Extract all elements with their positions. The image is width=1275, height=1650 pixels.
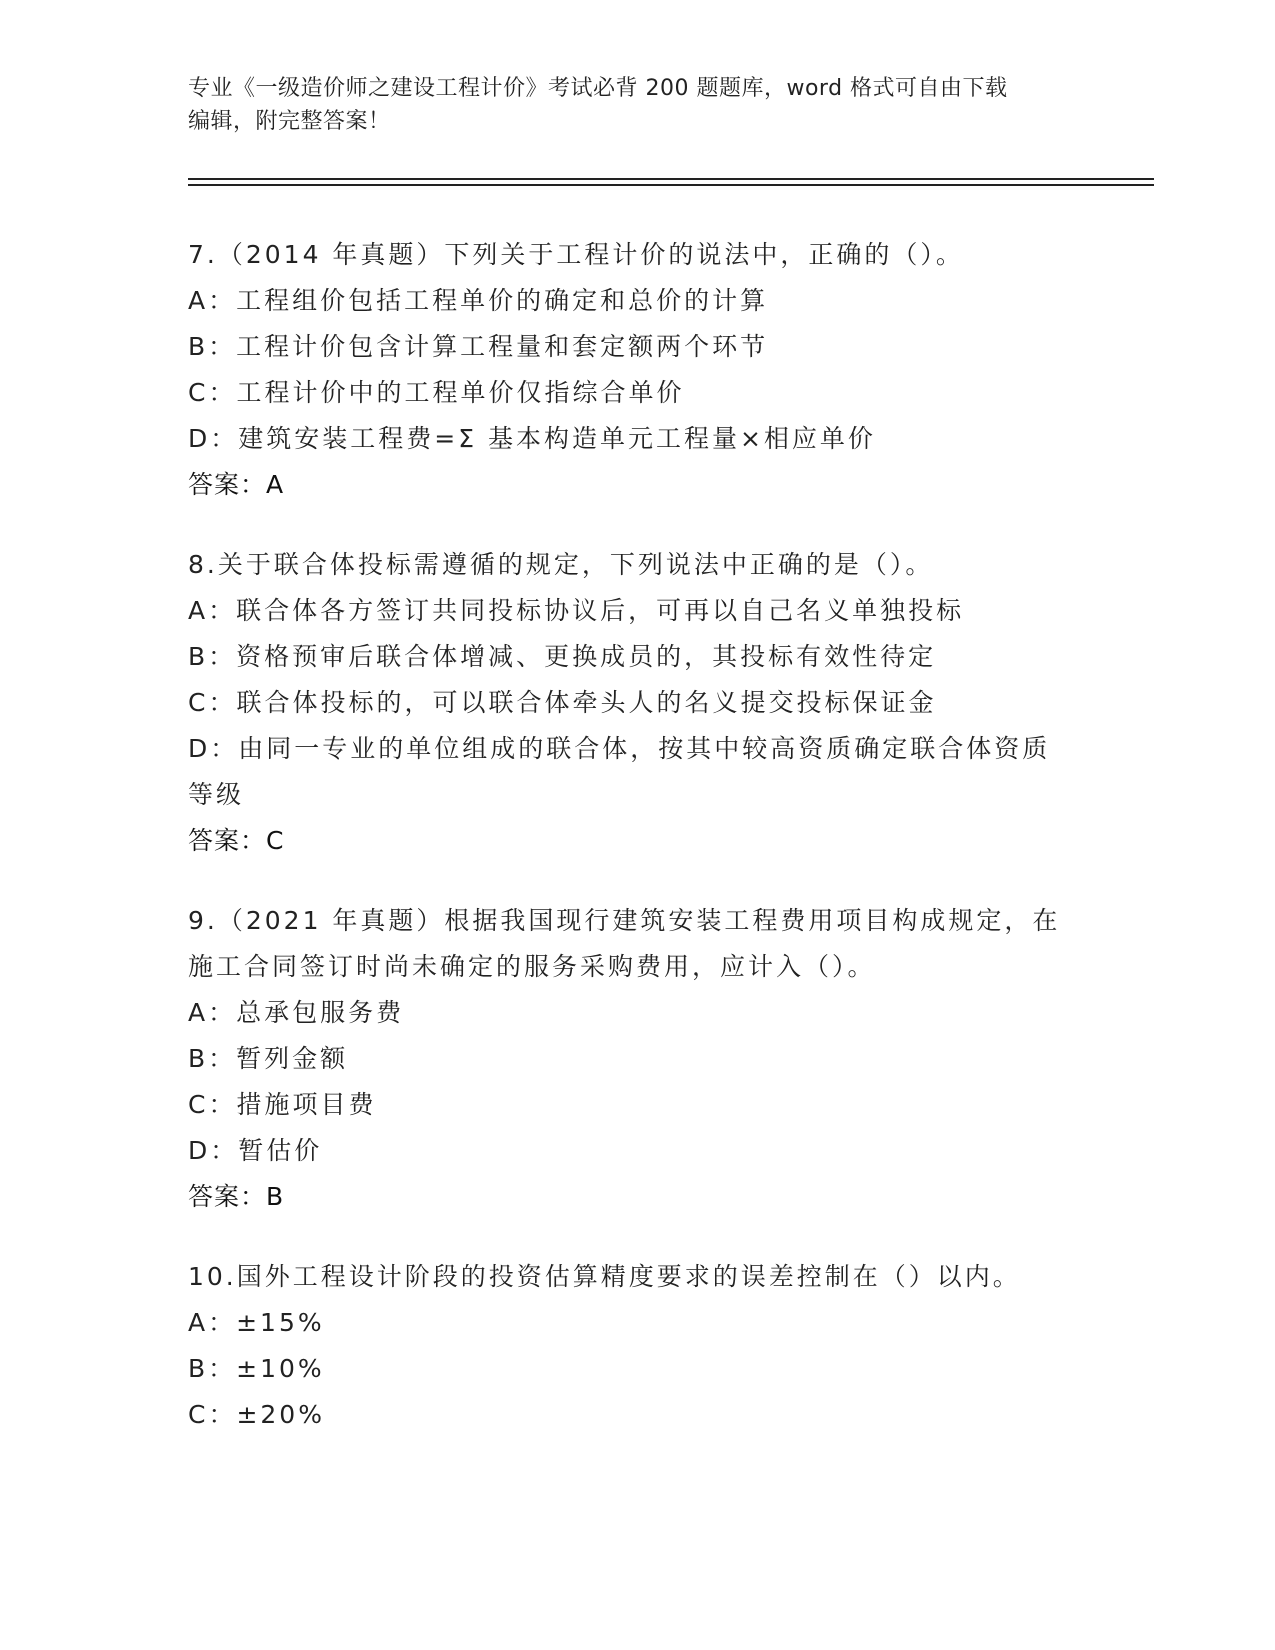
option-c: C：±20% <box>188 1400 325 1429</box>
question-list <box>188 232 1088 1472</box>
option-a: A：±15% <box>188 1308 325 1337</box>
answer: 答案：C <box>188 826 285 855</box>
question-8 <box>188 542 1088 864</box>
option-a: A：联合体各方签订共同投标协议后，可再以自己名义单独投标 <box>188 596 965 625</box>
question-stem: 7.（2014 年真题）下列关于工程计价的说法中，正确的（）。 <box>188 240 964 269</box>
option-a: A：总承包服务费 <box>188 998 405 1027</box>
option-c: C：工程计价中的工程单价仅指综合单价 <box>188 378 685 407</box>
option-b: B：资格预审后联合体增减、更换成员的，其投标有效性待定 <box>188 642 937 671</box>
header-rule-bottom <box>188 184 1154 186</box>
answer: 答案：A <box>188 470 285 499</box>
option-d: D：暂估价 <box>188 1136 323 1165</box>
question-stem: 10.国外工程设计阶段的投资估算精度要求的误差控制在（）以内。 <box>188 1262 1021 1291</box>
header-line-1: 专业《一级造价师之建设工程计价》考试必背 200 题题库，word 格式可自由下载 <box>188 76 1008 101</box>
question-7 <box>188 232 1088 508</box>
option-a: A：工程组价包括工程单价的确定和总价的计算 <box>188 286 769 315</box>
answer: 答案：B <box>188 1182 285 1211</box>
option-b: B：暂列金额 <box>188 1044 349 1073</box>
option-c: C：措施项目费 <box>188 1090 377 1119</box>
option-d: D：建筑安装工程费=Σ 基本构造单元工程量×相应单价 <box>188 424 876 453</box>
question-stem: 8.关于联合体投标需遵循的规定，下列说法中正确的是（）。 <box>188 550 934 579</box>
option-b: B：工程计价包含计算工程量和套定额两个环节 <box>188 332 769 361</box>
option-c: C：联合体投标的，可以联合体牵头人的名义提交投标保证金 <box>188 688 937 717</box>
header-rule-top <box>188 178 1154 180</box>
option-d: D：由同一专业的单位组成的联合体，按其中较高资质确定联合体资质 <box>188 734 1051 763</box>
question-9 <box>188 898 1088 1220</box>
question-stem: 9.（2021 年真题）根据我国现行建筑安装工程费用项目构成规定，在 <box>188 906 1061 935</box>
question-10 <box>188 1254 1088 1438</box>
option-d-continued: 等级 <box>188 780 245 809</box>
document-header <box>188 72 1088 138</box>
option-b: B：±10% <box>188 1354 325 1383</box>
question-stem-continued: 施工合同签订时尚未确定的服务采购费用，应计入（）。 <box>188 952 876 981</box>
header-line-2: 编辑，附完整答案！ <box>188 109 391 134</box>
